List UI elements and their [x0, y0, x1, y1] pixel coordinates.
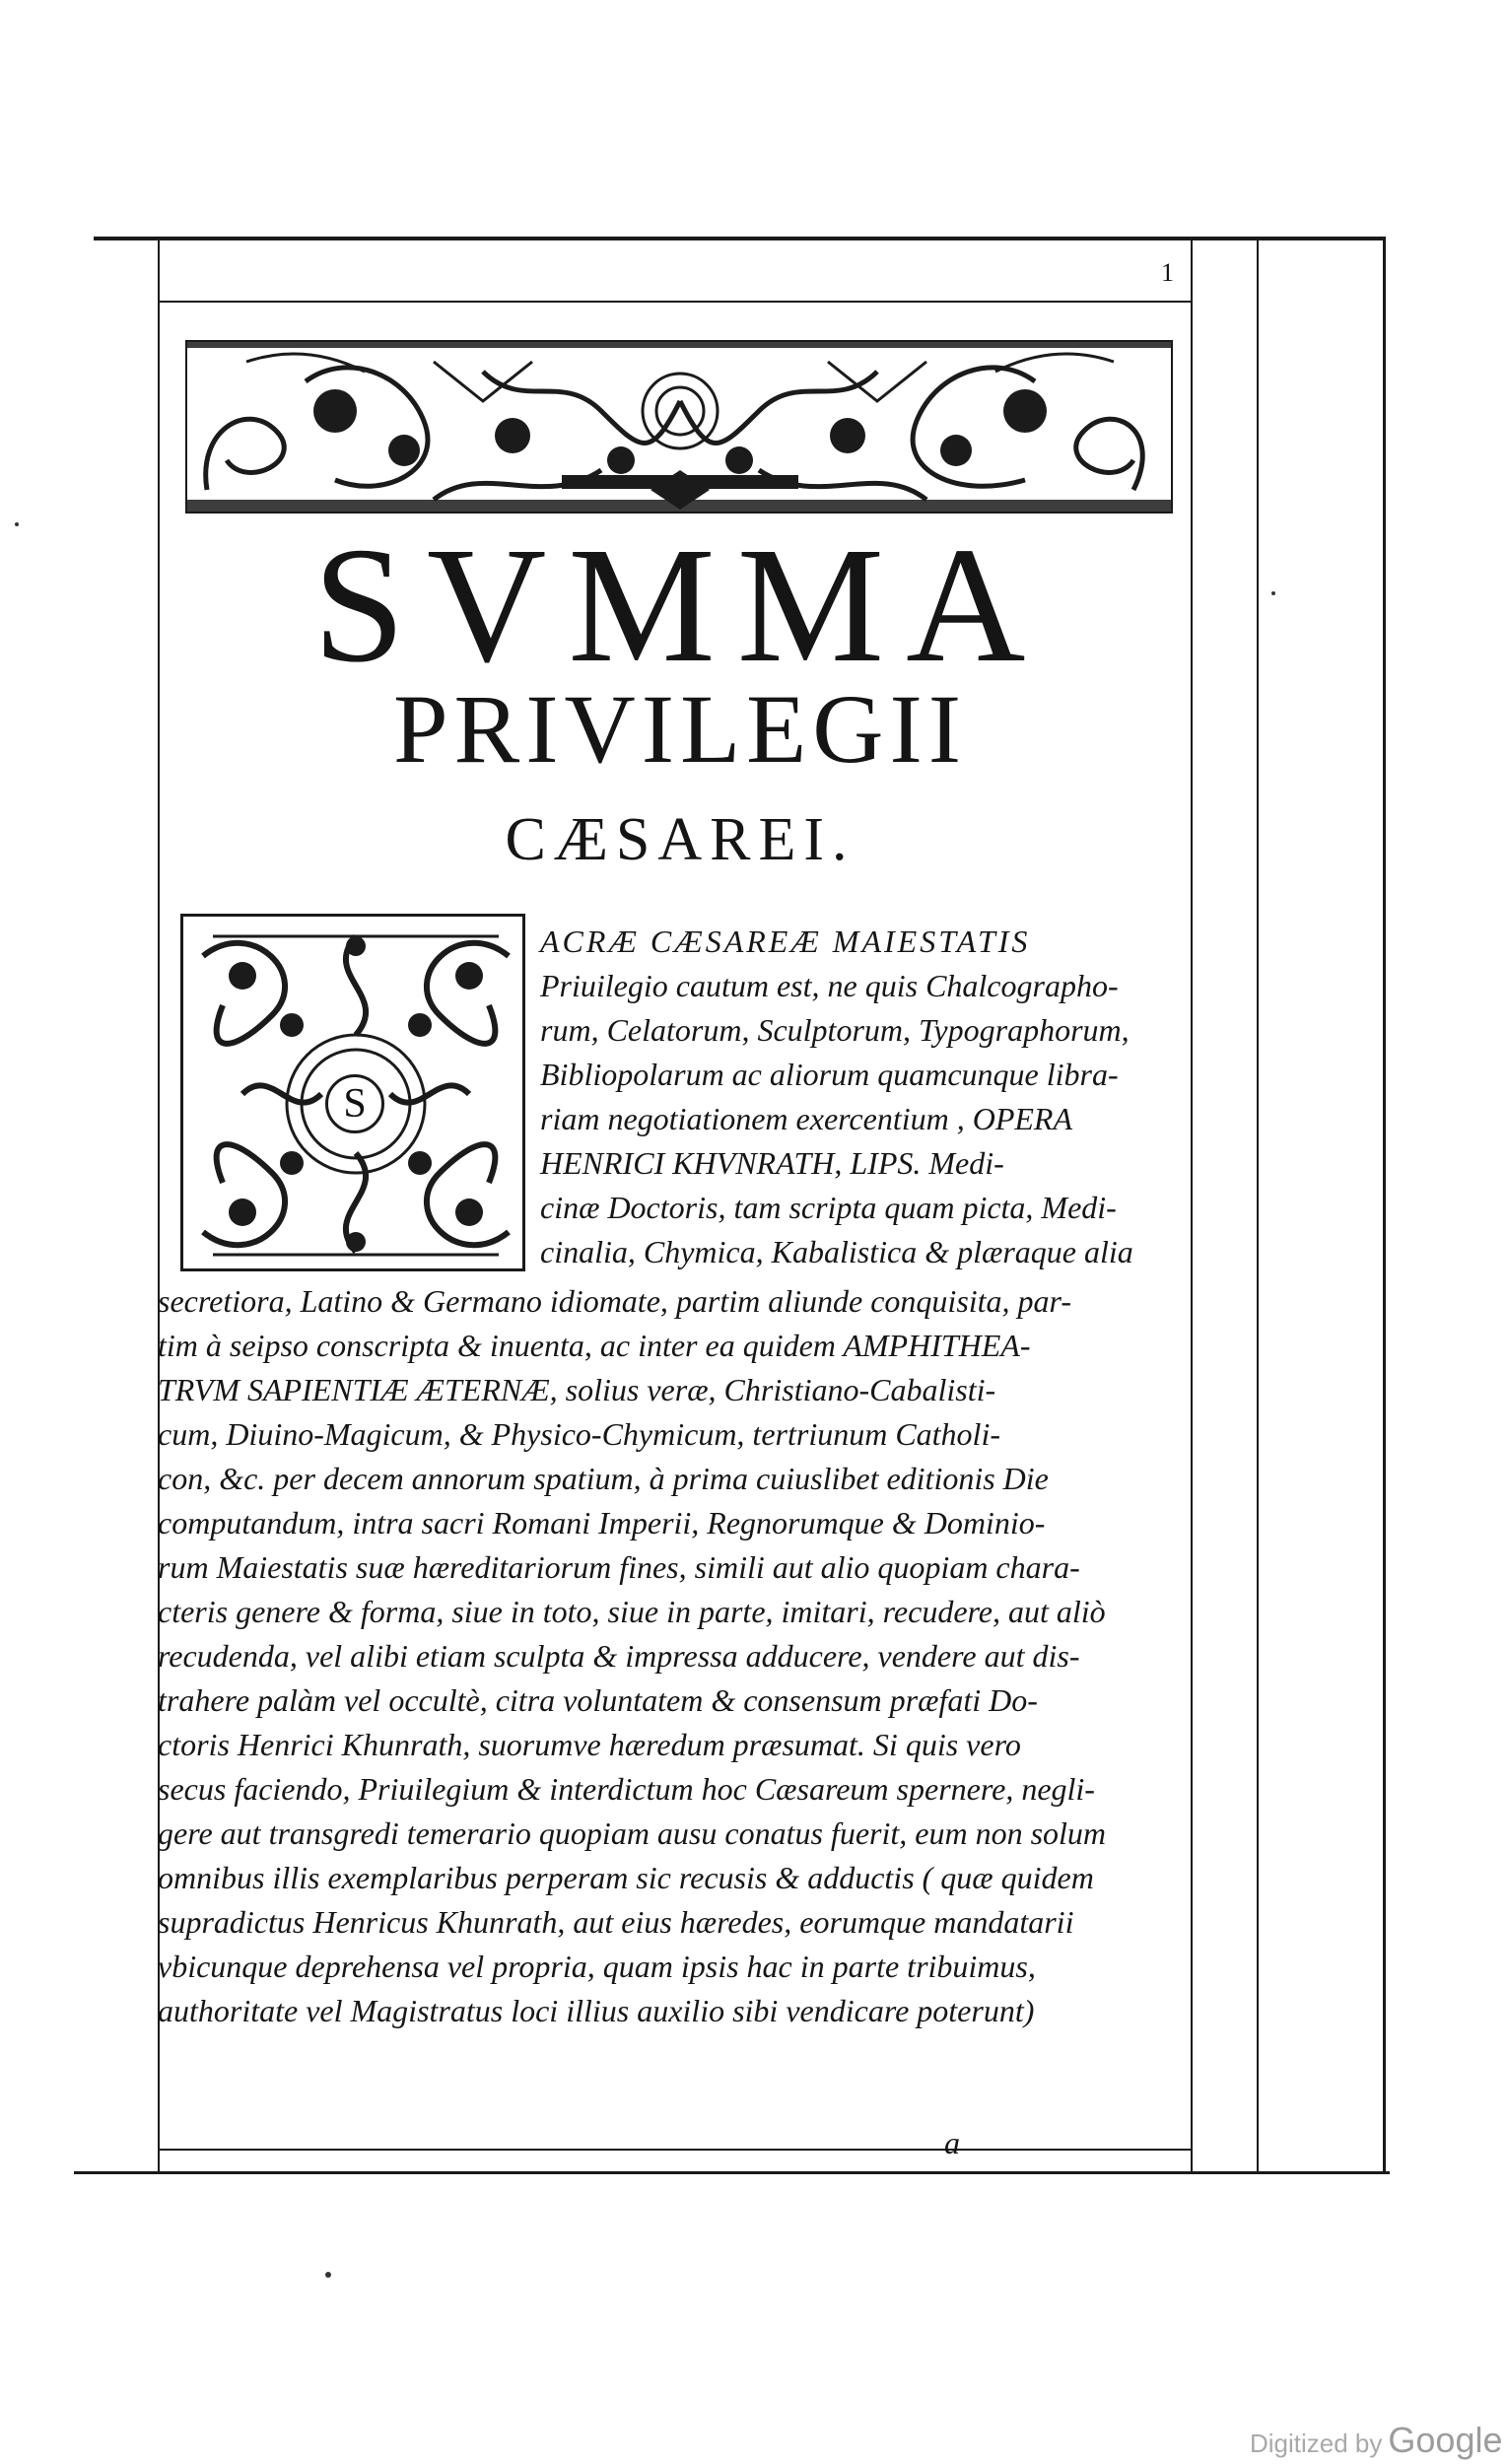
body-line: secus faciendo, Priuilegium & interdictum hoc Cæsareum spernere, negli-	[158, 1771, 1095, 1807]
body-line: vbicunque deprehensa vel propria, quam ipsis hac in parte tribuimus,	[158, 1949, 1036, 1984]
body-line: cinæ Doctoris, tam scripta quam picta, Medi-	[540, 1190, 1117, 1225]
body-line: supradictus Henricus Khunrath, aut eius hæredes, eorumque mandatarii	[158, 1904, 1074, 1940]
body-line: secretiora, Latino & Germano idiomate, partim aliunde conquisita, par-	[158, 1283, 1072, 1319]
body-line: trahere palàm vel occultè, citra voluntatem & consensum præfati Do-	[158, 1682, 1038, 1718]
body-line: HENRICI KHVNRATH, LIPS. Medi-	[540, 1145, 1004, 1181]
body-line: recudenda, vel alibi etiam sculpta & impressa adducere, vendere aut dis-	[158, 1638, 1080, 1674]
body-line: rum Maiestatis suæ hæreditariorum fines, simili aut alio quopiam chara-	[158, 1549, 1080, 1585]
body-line: riam negotiationem exercentium , OPERA	[540, 1101, 1072, 1136]
woodcut-ornament-band	[185, 340, 1173, 513]
page-number: 1	[1161, 258, 1174, 287]
scan-speck	[1271, 591, 1275, 595]
body-line: computandum, intra sacri Romani Imperii, Regnorumque & Dominio-	[158, 1505, 1046, 1540]
body-line: tim à seipso conscripta & inuenta, ac inter ea quidem AMPHITHEA-	[158, 1328, 1031, 1363]
scan-speck	[15, 522, 19, 526]
watermark-brand: Google	[1388, 2420, 1503, 2460]
title-privilegii: PRIVILEGII	[392, 674, 968, 784]
body-line: ctoris Henrici Khunrath, suorumve hæredum præsumat. Si quis vero	[158, 1727, 1021, 1762]
body-line: cum, Diuino-Magicum, & Physico-Chymicum, tertriunum Catholi-	[158, 1416, 1000, 1452]
body-line: ACRÆ CÆSAREÆ MAIESTATIS	[540, 924, 1031, 959]
footer-rule	[158, 2149, 1193, 2151]
title-caesarei: CÆSAREI.	[505, 806, 856, 873]
digitized-by-watermark	[1250, 2420, 1503, 2461]
frame-right-rule-outer	[1383, 237, 1386, 2173]
body-line: cteris genere & forma, siue in toto, siue in parte, imitari, recudere, aut aliò	[158, 1594, 1106, 1629]
title-summa: SVMMA	[312, 513, 1048, 697]
scan-speck	[325, 2272, 331, 2278]
signature-mark: a	[944, 2125, 960, 2160]
frame-bottom-rule	[74, 2171, 1390, 2174]
body-line: con, &c. per decem annorum spatium, à prima cuiuslibet editionis Die	[158, 1461, 1049, 1496]
header-rule	[158, 301, 1193, 303]
body-line: omnibus illis exemplaribus perperam sic recusis & adductis ( quæ quidem	[158, 1860, 1094, 1895]
watermark-prefix: Digitized by	[1250, 2429, 1383, 2458]
frame-right-rule-mid	[1257, 237, 1259, 2173]
body-line: cinalia, Chymica, Kabalistica & plæraque alia	[540, 1234, 1133, 1269]
body-line: rum, Celatorum, Sculptorum, Typographorum,	[540, 1012, 1130, 1048]
body-line: TRVM SAPIENTIÆ ÆTERNÆ, solius veræ, Christiano-Cabalisti-	[158, 1372, 996, 1407]
woodcut-ornament-illustration	[187, 342, 1173, 513]
drop-cap-letter: S	[325, 1074, 384, 1133]
body-line: Priuilegio cautum est, ne quis Chalcographo-	[540, 968, 1119, 1003]
body-line: gere aut transgredi temerario quopiam ausu conatus fuerit, eum non solum	[158, 1815, 1107, 1851]
body-line: authoritate vel Magistratus loci illius auxilio sibi vendicare poterunt)	[158, 1993, 1035, 2028]
body-line: Bibliopolarum ac aliorum quamcunque libra-	[540, 1057, 1119, 1092]
